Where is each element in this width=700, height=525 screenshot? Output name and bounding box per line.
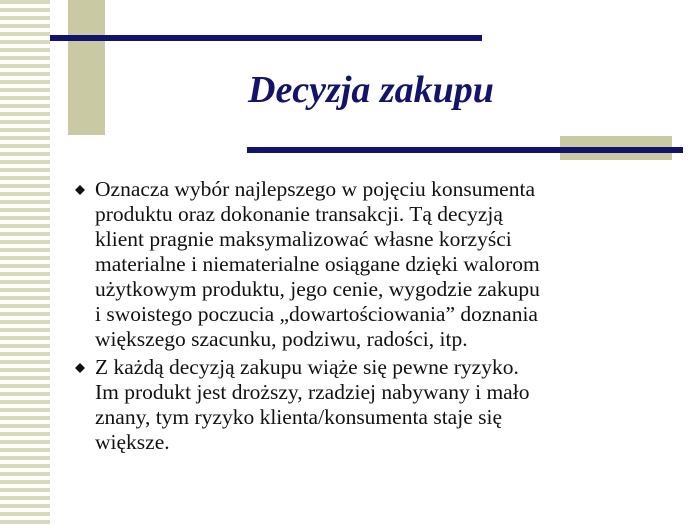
bullet-line: Z każdą decyzją zakupu wiąże się pewne ryzyko. bbox=[95, 355, 519, 379]
bullet-line: Im produkt jest droższy, rzadziej nabywany i mało bbox=[95, 380, 530, 404]
decorative-block-left bbox=[68, 0, 105, 135]
bullet-line: materialne i niematerialne osiągane dzięki walorom bbox=[95, 252, 540, 276]
slide-title: Decyzja zakupu bbox=[248, 69, 494, 111]
bullet-text bbox=[95, 177, 683, 352]
diamond-bullet-icon bbox=[73, 355, 87, 380]
bullet-line: i swoistego poczucia „dowartościowania” doznania bbox=[95, 302, 538, 326]
bullet-line: znany, tym ryzyko klienta/konsumenta staje się bbox=[95, 405, 502, 429]
bullet-line: Oznacza wybór najlepszego w pojęciu konsumenta bbox=[95, 177, 535, 201]
diamond-bullet-icon bbox=[73, 177, 87, 202]
decorative-stripes bbox=[0, 0, 50, 525]
bullet-line: większego szacunku, podziwu, radości, itp. bbox=[95, 327, 468, 351]
bullet-line: większe. bbox=[95, 430, 170, 454]
bullet-line: produktu oraz dokonanie transakcji. Tą decyzją bbox=[95, 202, 503, 226]
bullet-text bbox=[95, 355, 683, 455]
title-rule-bottom bbox=[247, 147, 683, 153]
bullet-item bbox=[73, 355, 683, 455]
bullet-line: klient pragnie maksymalizować własne korzyści bbox=[95, 227, 512, 251]
bullet-item bbox=[73, 177, 683, 352]
bullet-list bbox=[73, 177, 683, 458]
bullet-line: użytkowym produktu, jego cenie, wygodzie zakupu bbox=[95, 277, 540, 301]
title-rule-top bbox=[50, 35, 482, 41]
